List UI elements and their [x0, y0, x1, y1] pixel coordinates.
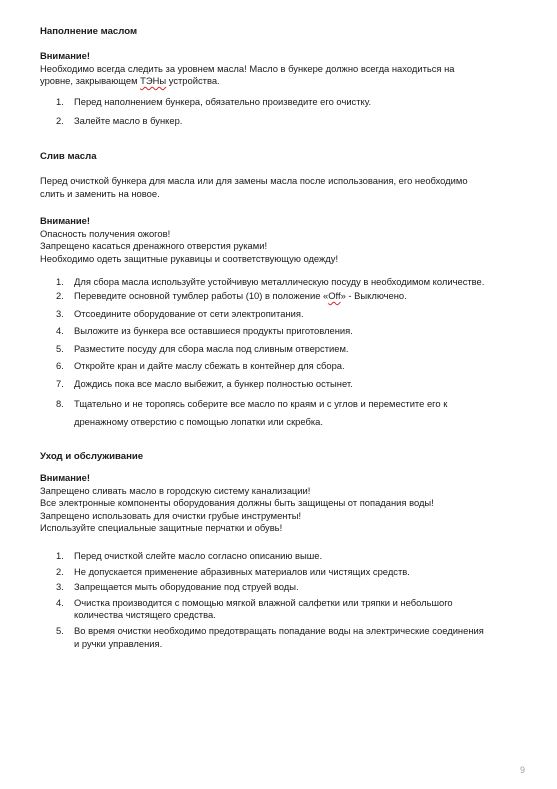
intro-line: слить и заменить на новое. [40, 187, 160, 199]
list-item [40, 343, 535, 356]
list-number: 1. [56, 276, 64, 287]
list-item [40, 96, 535, 109]
warning-line: Используйте специальные защитные перчатки и обувь! [40, 522, 283, 534]
warning-line: Запрещено сливать масло в городскую систему канализации! [40, 484, 311, 496]
maintenance-steps [40, 550, 535, 650]
warning-line: Опасность получения ожогов! [40, 227, 171, 239]
list-number: 5. [56, 342, 64, 354]
warning-line: Необходимо одеть защитные рукавицы и соответствующую одежду! [40, 252, 339, 264]
list-number: 4. [56, 596, 64, 608]
warning-block-burns [40, 215, 520, 265]
section-heading-oil-drain: Слив масла [40, 151, 97, 162]
spellcheck-marked-word: ТЭНы [140, 75, 167, 87]
page-number: 9 [519, 765, 525, 775]
list-number: 4. [56, 325, 64, 337]
list-text: дренажному отверстию с помощью лопатки или скребка. [74, 415, 323, 427]
list-item [40, 308, 535, 321]
list-number: 8. [56, 397, 64, 409]
warning-block-maintenance [40, 472, 520, 535]
section-heading-oil-filling: Наполнение маслом [40, 26, 138, 37]
warning-title: Внимание! [40, 472, 90, 483]
text-fragment: Переведите основной тумблер работы (10) в положение « [74, 290, 329, 302]
list-number: 5. [56, 624, 64, 636]
oil-filling-steps [40, 96, 535, 127]
list-text: Откройте кран и дайте маслу сбежать в контейнер для сбора. [74, 360, 345, 372]
list-text: и ручки управления. [74, 637, 163, 649]
list-item [40, 115, 535, 128]
warning-line: Запрещено касаться дренажного отверстия руками! [40, 240, 268, 252]
list-number: 3. [56, 307, 64, 319]
spellcheck-marked-word: Off [328, 290, 341, 302]
list-number: 1. [56, 550, 64, 561]
list-item [40, 360, 535, 373]
list-text: Очистка производится с помощью мягкой влажной салфетки или тряпки и небольшого [74, 596, 453, 608]
list-number: 1. [56, 96, 64, 107]
list-text: количества чистящего средства. [74, 609, 216, 621]
list-text: Выложите из бункера все оставшиеся продукты приготовления. [74, 325, 353, 337]
list-number: 2. [56, 114, 64, 126]
warning-line: Необходимо всегда следить за уровнем масла! Масло в бункере должно всегда находиться на [40, 62, 455, 74]
list-text: Перед очисткой слейте масло согласно описанию выше. [74, 550, 323, 561]
list-text: Тщательно и не торопясь соберите все масло по краям и с углов и переместите его к [74, 397, 448, 409]
list-item [40, 378, 535, 391]
intro-line: Перед очисткой бункера для масла или для замены масла после использования, его необходимо [40, 175, 468, 186]
list-item [40, 550, 535, 563]
list-item [40, 597, 535, 622]
list-text: Перед наполнением бункера, обязательно произведите его очистку. [74, 96, 372, 107]
list-text: Запрещается мыть оборудование под струей воды. [74, 581, 299, 593]
list-item [40, 325, 535, 338]
list-text: Залейте масло в бункер. [74, 114, 183, 126]
list-item [40, 566, 535, 579]
list-text: Отсоедините оборудование от сети электропитания. [74, 307, 304, 319]
list-item [40, 625, 535, 650]
section-heading-maintenance: Уход и обслуживание [40, 451, 144, 462]
list-number: 3. [56, 581, 64, 593]
list-text: Для сбора масла используйте устойчивую металлическую посуду в необходимом количестве. [74, 276, 485, 287]
warning-title: Внимание! [40, 50, 90, 61]
list-text: Не допускается применение абразивных материалов или чистящих средств. [74, 565, 410, 577]
list-number: 2. [56, 290, 64, 302]
drain-intro [40, 175, 520, 200]
list-number: 6. [56, 360, 64, 372]
text-fragment: » - Выключено. [340, 290, 407, 302]
list-item [40, 290, 535, 303]
warning-line: Все электронные компоненты оборудования должны быть защищены от попадания воды! [40, 497, 434, 509]
list-item [40, 276, 535, 289]
list-text: Разместите посуду для сбора масла под сливным отверстием. [74, 342, 349, 354]
oil-drain-steps [40, 276, 535, 431]
list-number: 7. [56, 378, 64, 390]
list-text: Дождись пока все масло выбежит, а бункер полностью остынет. [74, 378, 353, 390]
warning-block-oil-level [40, 50, 520, 88]
warning-line: Запрещено использовать для очистки грубые инструменты! [40, 509, 302, 521]
text-fragment: устройства. [166, 75, 220, 87]
list-number: 2. [56, 565, 64, 577]
text-fragment: уровне, закрывающем [40, 75, 141, 87]
list-text: Во время очистки необходимо предотвращать попадание воды на электрические соединения [74, 624, 484, 636]
list-item [40, 581, 535, 594]
warning-line [40, 75, 520, 88]
warning-title: Внимание! [40, 215, 90, 226]
list-item [40, 395, 535, 431]
